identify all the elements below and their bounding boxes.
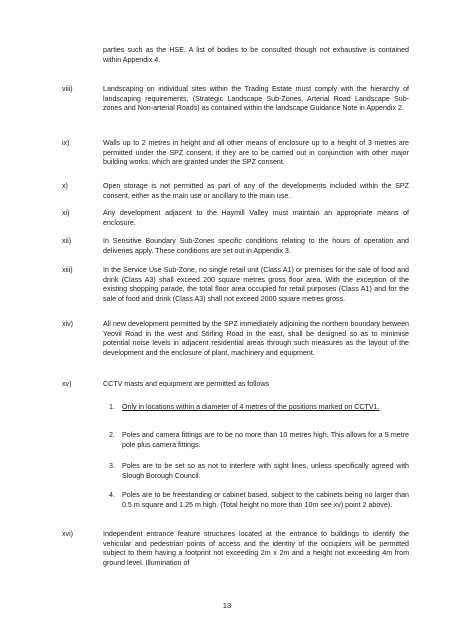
clause-text: Open storage is not permitted as part of any of the developments included within the SPZ consent, either as the main use or ancillary to the main use.	[103, 182, 409, 200]
page-number: 13	[222, 601, 232, 610]
cctv-item-text: Poles are to be freestanding or cabinet based, subject to the cabinets being no larger than 0.5 m square and 1.25 m high. (Total height no more than 10m see xv) point 2 above).	[122, 491, 409, 509]
cctv-item-number: 3.	[109, 462, 115, 470]
intro-paragraph: parties such as the HSE. A list of bodies to be consulted though not exhaustive is contained within Appendix 4.	[103, 46, 409, 64]
clause-text: In Sensitive Boundary Sub-Zones specific conditions relating to the hours of operation and deliveries apply. These conditions are set out in Appendix 3.	[103, 237, 409, 255]
clause-number: xvi)	[62, 530, 74, 538]
clause-text: Landscaping on individual sites within the Trading Estate must comply with the hierarchy of landscaping requirements, (Strategic Landscape Sub-Zones, Arterial Road Landscape Sub-zones and Non-arterial Roads) as contained within the landscape Guidance Note in Appendix 2.	[103, 85, 409, 113]
cctv-item-number: 2.	[109, 431, 115, 439]
cctv-item-text: Poles are to be set so as not to interfere with sight lines, unless specifically agreed with Slough Borough Council.	[122, 462, 409, 480]
cctv-item-text: Poles and camera fittings are to be no more than 10 metres high. This allows for a 9 metre pole plus camera fittings.	[122, 431, 409, 449]
clause-number: viii)	[62, 85, 73, 93]
clause-text: Independent entrance feature structures located at the entrance to buildings to identify the vehicular and pedestrian points of access and the identity of the occupiers will be permitted subject to them having a footprint not exceeding 2m x 2m and a height not exceeding 4m from ground level. Illumination of	[103, 530, 409, 567]
cctv-item-text: Only in locations within a diameter of 4 metres of the positions marked on CCTV1.	[122, 403, 380, 411]
clause-number: xii)	[62, 237, 72, 245]
clause-text: In the Service Use Sub-Zone, no single retail unit (Class A1) or premises for the sale of food and drink (Class A3) shall exceed 200 square metres gross floor area. With the exception of the existing shopping parade, the total floor area occupied for retail purposes (Class A1) and for the sale of food and drink (Class A3) shall not exceed 2000 square metres gross.	[103, 266, 409, 303]
clause-text: Any development adjacent to the Haymill Valley must maintain an appropriate means of enclosure.	[103, 209, 409, 227]
cctv-item-number: 4.	[109, 491, 115, 499]
clause-text: Walls up to 2 metres in height and all other means of enclosure up to a height of 3 metres are permitted under the SPZ consent, if they are to be carried out in conjunction with other major building works, which are granted under the SPZ consent.	[103, 139, 409, 167]
clause-number: xiv)	[62, 320, 74, 328]
clause-text: CCTV masts and equipment are permitted as follows	[103, 380, 269, 388]
clause-number: xv)	[62, 380, 72, 388]
clause-number: xiii)	[62, 266, 73, 274]
clause-number: x)	[62, 182, 68, 190]
clause-number: ix)	[62, 139, 70, 147]
clause-number: xi)	[62, 209, 70, 217]
clause-text: All new development permitted by the SPZ immediately adjoining the northern boundary between Yeovil Road in the west and Stirling Road in the east, shall be designed so as to minimise potential noise levels in adjacent residential areas through such measures as the layout of the development and the enclosure of plant, machinery and equipment.	[103, 320, 409, 357]
cctv-item-number: 1.	[109, 403, 115, 411]
